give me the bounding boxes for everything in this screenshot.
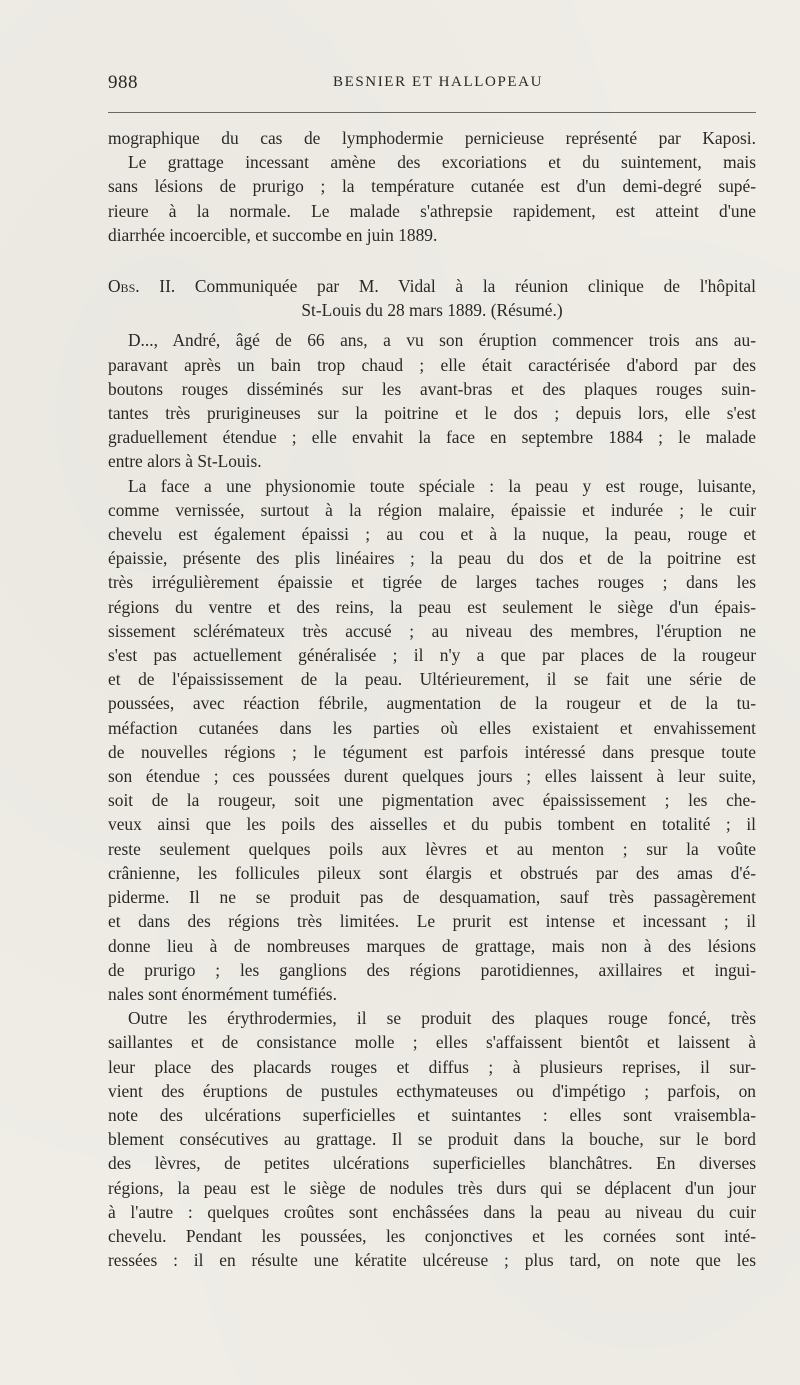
header-rule bbox=[108, 112, 756, 113]
text-line: ressées : il en résulte une kératite ulcéreuse ; plus tard, on note que les bbox=[108, 1250, 756, 1271]
paragraph-4 bbox=[108, 1006, 756, 1272]
text-line: à l'autre : quelques croûtes sont enchâssées dans la peau au niveau du cuir bbox=[108, 1201, 756, 1222]
text-line: saillantes et de consistance molle ; elles s'affaissent bientôt et laissent à bbox=[108, 1032, 756, 1053]
running-head: BESNIER ET HALLOPEAU bbox=[332, 74, 544, 90]
text-line: et dans des régions très limitées. Le prurit est intense et incessant ; il bbox=[108, 911, 756, 932]
text-line: de prurigo ; les ganglions des régions parotidiennes, axillaires et ingui- bbox=[108, 959, 756, 980]
text-line: Outre les érythrodermies, il se produit des plaques rouge foncé, très bbox=[128, 1008, 756, 1029]
observation-line-2: St-Louis du 28 mars 1889. (Résumé.) bbox=[301, 300, 563, 321]
text-line: tantes très prurigineuses sur la poitrine et le dos ; depuis lors, elle s'est bbox=[108, 403, 756, 424]
text-line: régions, la peau est le siège de nodules très durs qui se déplacent d'un jour bbox=[108, 1177, 756, 1198]
paragraph-2 bbox=[108, 328, 756, 473]
text-line: des lèvres, de petites ulcérations superficielles blanchâtres. En diverses bbox=[108, 1153, 756, 1174]
text-line: sans lésions de prurigo ; la température cutanée est d'un demi-degré supé- bbox=[108, 176, 756, 197]
text-line: et de l'épaississement de la peau. Ultérieurement, il se fait une série de bbox=[108, 669, 756, 690]
text-line: veux ainsi que les poils des aisselles et du pubis tombent en totalité ; il bbox=[108, 814, 756, 835]
observation-heading bbox=[108, 274, 756, 322]
text-line: nales sont énormément tuméfiés. bbox=[108, 983, 337, 1004]
text-line: très irrégulièrement épaissie et tigrée de larges taches rouges ; dans les bbox=[108, 572, 756, 593]
text-line: épaissie, présente des plis linéaires ; la peau du dos et de la poitrine est bbox=[108, 548, 756, 569]
text-line: sissement sclérémateux très accusé ; au niveau des membres, l'éruption ne bbox=[108, 620, 756, 641]
text-line: boutons rouges disséminés sur les avant-bras et des plaques rouges suin- bbox=[108, 378, 756, 399]
text-line: chevelu est également épaissi ; au cou et à la nuque, la peau, rouge et bbox=[108, 524, 756, 545]
page-number: 988 bbox=[108, 72, 138, 93]
text-line: piderme. Il ne se produit pas de desquamation, sauf très passagèrement bbox=[108, 887, 756, 908]
observation-label: Obs. II. bbox=[108, 276, 176, 297]
text-line: Le grattage incessant amène des excoriations et du suintement, mais bbox=[128, 152, 756, 173]
text-line: graduellement étendue ; elle envahit la face en septembre 1884 ; le malade bbox=[108, 427, 756, 448]
text-line: vient des éruptions de pustules ecthymateuses ou d'impétigo ; parfois, on bbox=[108, 1080, 756, 1101]
text-line: La face a une physionomie toute spéciale : la peau y est rouge, luisante, bbox=[128, 475, 756, 496]
text-line: comme vernissée, surtout à la région malaire, épaissie et indurée ; le cuir bbox=[108, 499, 756, 520]
page-header bbox=[108, 72, 756, 102]
text-line: leur place des placards rouges et diffus ; à plusieurs reprises, il sur- bbox=[108, 1056, 756, 1077]
text-line: rieure à la normale. Le malade s'athrepsie rapidement, est atteint d'une bbox=[108, 200, 756, 221]
text-line: poussées, avec réaction fébrile, augmentation de la rougeur et de la tu- bbox=[108, 693, 756, 714]
body-text bbox=[108, 126, 756, 1272]
text-line: crânienne, les follicules pileux sont élargis et obstrués par des amas d'é- bbox=[108, 862, 756, 883]
text-line: diarrhée incoercible, et succombe en juin 1889. bbox=[108, 224, 438, 245]
observation-text-1: Communiquée par M. Vidal à la réunion clinique de l'hôpital bbox=[194, 276, 756, 297]
paragraph-3 bbox=[108, 474, 756, 1006]
text-line: entre alors à St-Louis. bbox=[108, 451, 262, 472]
paragraph-1 bbox=[108, 126, 756, 247]
text-line: note des ulcérations superficielles et suintantes : elles sont vraisembla- bbox=[108, 1104, 756, 1125]
text-line: chevelu. Pendant les poussées, les conjonctives et les cornées sont inté- bbox=[108, 1225, 756, 1246]
text-line: D..., André, âgé de 66 ans, a vu son éruption commencer trois ans au- bbox=[128, 330, 756, 351]
text-line: s'est pas actuellement généralisée ; il n'y a que par places de la rougeur bbox=[108, 645, 756, 666]
text-line: blement consécutives au grattage. Il se produit dans la bouche, sur le bord bbox=[108, 1129, 756, 1150]
text-line: de nouvelles régions ; le tégument est parfois intéressé dans presque toute bbox=[108, 741, 756, 762]
text-line: reste seulement quelques poils aux lèvres et au menton ; sur la voûte bbox=[108, 838, 756, 859]
text-line: régions du ventre et des reins, la peau est seulement le siège d'un épais- bbox=[108, 596, 756, 617]
text-line: paravant après un bain trop chaud ; elle était caractérisée d'abord par des bbox=[108, 354, 756, 375]
text-line: soit de la rougeur, soit une pigmentation avec épaississement ; les che- bbox=[108, 790, 756, 811]
text-line: mographique du cas de lymphodermie pernicieuse représenté par Kaposi. bbox=[108, 128, 756, 148]
observation-line-1 bbox=[108, 274, 756, 298]
text-line: donne lieu à de nombreuses marques de grattage, mais non à des lésions bbox=[108, 935, 756, 956]
text-line: son étendue ; ces poussées durent quelques jours ; elles laissent à leur suite, bbox=[108, 766, 756, 787]
text-line: méfaction cutanées dans les parties où elles existaient et envahissement bbox=[108, 717, 756, 738]
